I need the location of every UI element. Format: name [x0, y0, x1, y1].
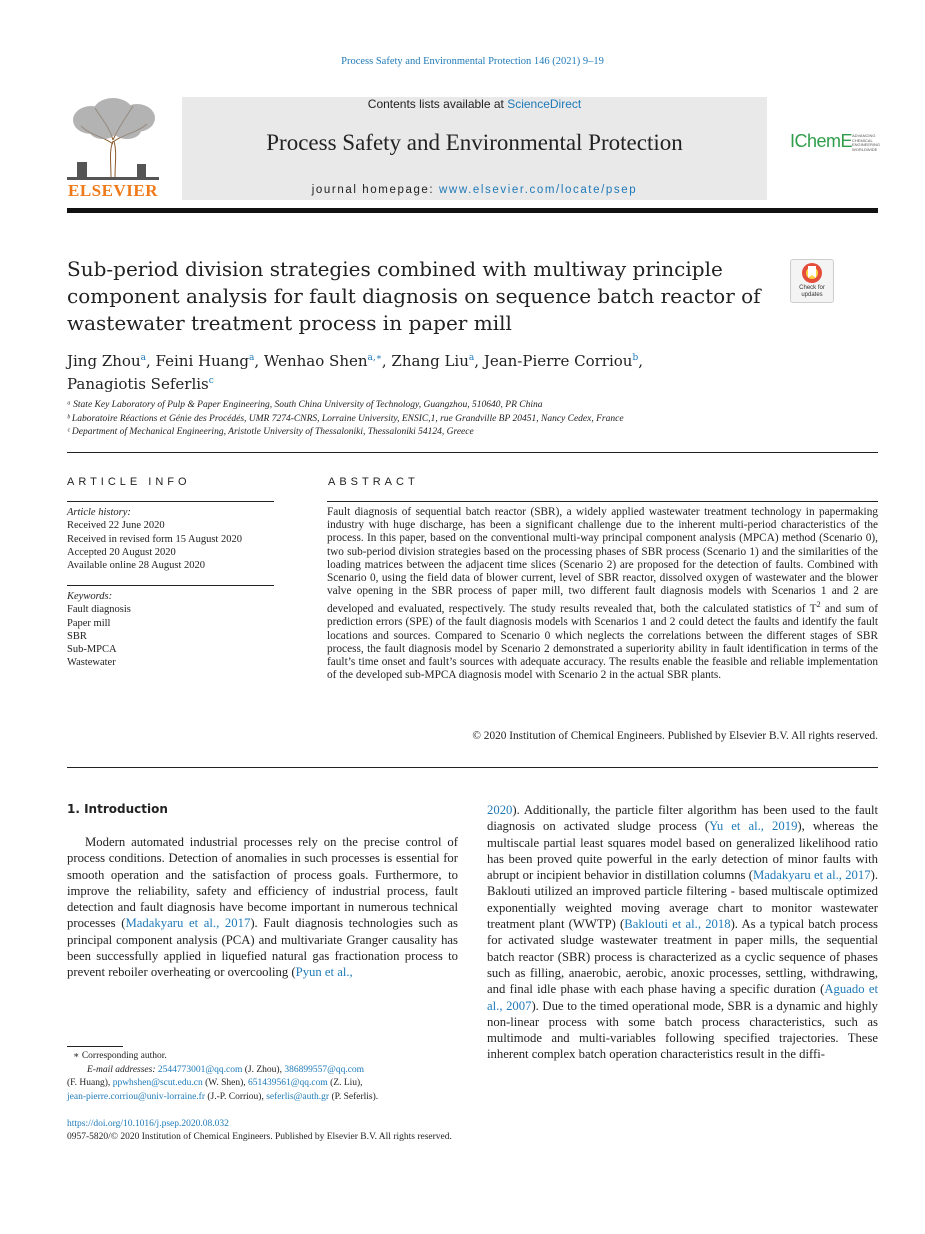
homepage-link[interactable]: www.elsevier.com/locate/psep	[439, 184, 638, 196]
doi-link[interactable]: https://doi.org/10.1016/j.psep.2020.08.032	[67, 1119, 229, 1129]
article-history	[67, 506, 274, 572]
body-rule	[67, 767, 878, 768]
header-rule	[67, 208, 878, 213]
author-name[interactable]: Panagiotis Seferlis	[67, 375, 209, 393]
introduction-heading: 1. Introduction	[67, 802, 168, 816]
author-name[interactable]: Jing Zhou	[67, 352, 141, 370]
keywords-label: Keywords:	[67, 591, 113, 602]
history-revised: Received in revised form 15 August 2020	[67, 533, 242, 545]
author-separator: ,	[474, 352, 484, 370]
article-info-rule	[67, 501, 274, 502]
affiliation-c: ᶜ Department of Mechanical Engineering, Aristotle University of Thessaloniki, Thessaloniki 54124, Greece	[67, 427, 474, 437]
icheme-tagline: ADVANCING CHEMICAL ENGINEERING WORLDWIDE	[852, 133, 881, 152]
corresponding-author-note: ∗ Corresponding author.	[73, 1051, 167, 1061]
sciencedirect-link[interactable]: ScienceDirect	[507, 97, 582, 111]
author-affiliation-marker[interactable]: a,∗	[367, 353, 382, 363]
email-label: E-mail addresses:	[87, 1064, 156, 1075]
keywords	[67, 590, 274, 670]
abstract-heading: ABSTRACT	[328, 476, 419, 488]
author-name[interactable]: Jean-Pierre Corriou	[483, 352, 633, 370]
bookmark-icon	[791, 260, 833, 286]
section-rule	[67, 452, 878, 453]
affiliations	[67, 399, 867, 440]
check-for-updates-badge[interactable]: Check for updates	[790, 259, 834, 303]
history-online: Available online 28 August 2020	[67, 560, 206, 572]
email-link[interactable]: 2544773001@qq.com	[157, 1064, 243, 1075]
email-link[interactable]: jean-pierre.corriou@univ-lorraine.fr	[67, 1091, 205, 1102]
citation-link[interactable]: Madakyaru et al., 2017	[752, 868, 871, 883]
author-affiliation-marker[interactable]: a	[468, 353, 475, 363]
article-info-heading: ARTICLE INFO	[67, 476, 191, 488]
history-label: Article history:	[67, 507, 131, 518]
keyword: Sub-MPCA	[67, 644, 117, 656]
journal-title: Process Safety and Environmental Protection	[266, 130, 683, 155]
journal-masthead	[182, 97, 767, 200]
author-separator: ,	[638, 352, 644, 370]
author-affiliation-marker[interactable]: c	[208, 376, 214, 386]
email-link[interactable]: 386899557@qq.com	[284, 1064, 365, 1075]
homepage-line: journal homepage: www.elsevier.com/locate/psep	[311, 184, 638, 196]
citation-link[interactable]: 2020	[487, 803, 513, 817]
abstract-copyright: © 2020 Institution of Chemical Engineers. Published by Elsevier B.V. All rights reserved.	[472, 730, 878, 742]
author-affiliation-marker[interactable]: b	[632, 353, 639, 363]
citation-link[interactable]: Yu et al., 2019	[709, 819, 798, 834]
author-list	[67, 348, 827, 394]
journal-reference[interactable]: Process Safety and Environmental Protection 146 (2021) 9–19	[341, 56, 604, 67]
author-separator: ,	[146, 352, 156, 370]
citation-link[interactable]: Baklouti et al., 2018	[624, 917, 731, 932]
keyword: Fault diagnosis	[67, 604, 131, 616]
email-link[interactable]: 651439561@qq.com	[248, 1078, 328, 1088]
author-affiliation-marker[interactable]: a	[140, 353, 146, 363]
author-affiliation-marker[interactable]: a	[248, 353, 255, 363]
author-name[interactable]: Zhang Liu	[391, 352, 469, 370]
author-separator: ,	[381, 352, 392, 370]
elsevier-wordmark: ELSEVIER	[68, 181, 158, 200]
introduction-right-column: 2020). Additionally, the particle filter algorithm has been used to the fault diagnosis on activated sludge process (Yu et al., 2019), whereas the multiscale partial least squares model based on generalized likelihood ratio has been proved quite powerful in the early detection of minor faults with abrupt or incipient behavior in distillation columns (Madakyaru et al., 2017). Baklouti utilized an improved particle filtering - based multiscale optimized exponentially weighted moving average chart to monitor wastewater treatment plant (WWTP) (Baklouti et al., 2018). As a typical batch process for activated sludge wastewater treatment in paper mills, the sequential batch reactor (SBR) process is characterized as a cyclic sequence of phases such as filling, anaerobic, aerobic, anoxic processes, settling, withdrawing, and final idle phase with each phase having a specific duration (Aguado et al., 2007). Due to the timed operational mode, SBR is a dynamic and highly non-linear process with some batch process characteristics, such as multimode and multi-variables following specified trajectories. These inherent complex batch operation characteristics result in the diffi-	[487, 803, 878, 1062]
citation-link[interactable]: Aguado et al., 2007	[487, 982, 878, 1013]
citation-link[interactable]: Pyun et al.,	[295, 965, 353, 980]
abstract-text: Fault diagnosis of sequential batch reactor (SBR), a widely applied wastewater treatment technology in papermaking industry with huge discharge, has been a significant challenge due to the inherent multi-period characteristics of the process. In this paper, based on the conventional multi-way principal component analysis (MPCA) method (Scenario 0), two sub-period division strategies based on the processing phases of SBR process (Scenario 1) and the similarities of the loading matrices between the adjacent time slices (Scenario 2) are proposed for the detection of faults. Combined with Scenario 0, using the field data of blower current, level of SBR reactor, dissolved oxygen of wastewater and the blower valve opening in the SBR process of paper mill, two different fault diagnosis models with Scenarios 1 and 2 are developed and evaluated, respectively. The study results revealed that, both the calculated statistics of $T^2$ and sum of prediction errors (SPE) of the fault diagnosis models with Scenarios 1 and 2 could detect the faults and identify the fault locations and sources. Compared to Scenario 0 which neglects the correlations between the different stages of SBR process, the fault diagnosis model by Scenario 2 demonstrated a superiority ability in fault identification in terms of the fault’s time onset and fault’s sources with adequate accuracy. The results enable the feasible and reliable implementation of the developed sub-MPCA diagnosis model with Scenario 2 in the actual SBR plants.	[327, 506, 878, 682]
introduction-left-column: Modern automated industrial processes rely on the precise control of process conditions. Detection of anomalies in such processes is essential for smooth operation and the satisfaction of process goals. Furthermore, to improve the reliability, safety and efficiency of industrial process, fault detection and fault diagnosis have become important in numerous technical processes (Madakyaru et al., 2017). Fault diagnosis technologies such as principal component analysis (PCA) and multivariate Granger causality has been successfully applied in liquefied natural gas fractionation process to prevent reboiler overheating or overcooling (Pyun et al.,	[67, 835, 458, 980]
author-name[interactable]: Feini Huang	[155, 352, 249, 370]
footnotes: ∗ Corresponding author. E-mail addresses: 2544773001@qq.com (J. Zhou), 386899557@qq.com (F. Huang), ppwhshen@scut.edu.cn (W. Shen), 651439561@qq.com (Z. Liu), jean-pierre.corriou@univ-lorraine.fr (J.-P. Corriou), seferlis@auth.gr (P. Seferlis).	[67, 1050, 467, 1104]
history-accepted: Accepted 20 August 2020	[67, 546, 176, 558]
abstract-rule	[327, 501, 878, 502]
contents-line: Contents lists available at ScienceDirect	[367, 97, 582, 111]
keyword: SBR	[67, 630, 87, 642]
article-title: Sub-period division strategies combined with multiway principle component analysis for fault diagnosis on sequence batch reactor of wastewater treatment process in paper mill	[67, 257, 761, 335]
footnote-rule	[67, 1046, 123, 1047]
author-name[interactable]: Wenhao Shen	[263, 352, 368, 370]
keyword: Paper mill	[67, 617, 111, 629]
keyword: Wastewater	[67, 657, 116, 669]
icheme-logo: IChemE ADVANCING CHEMICAL ENGINEERING WORLDWIDE	[790, 131, 881, 152]
issn-copyright: 0957-5820/© 2020 Institution of Chemical Engineers. Published by Elsevier B.V. All rights reserved.	[67, 1132, 452, 1142]
history-received: Received 22 June 2020	[67, 520, 165, 532]
affiliation-b: ᵇ Laboratoire Réactions et Génie des Procédés, UMR 7274-CNRS, Lorraine University, ENSIC,1, rue Grandville BP 20451, Nancy Cedex, France	[67, 413, 624, 424]
citation-link[interactable]: Madakyaru et al., 2017	[125, 916, 251, 931]
author-separator: ,	[254, 352, 264, 370]
affiliation-a: ᵃ State Key Laboratory of Pulp & Paper Engineering, South China University of Technology, Guangzhou, 510640, PR China	[67, 400, 543, 410]
email-link[interactable]: seferlis@auth.gr	[266, 1091, 330, 1102]
email-link[interactable]: ppwhshen@scut.edu.cn	[112, 1078, 203, 1088]
keywords-rule	[67, 585, 274, 586]
